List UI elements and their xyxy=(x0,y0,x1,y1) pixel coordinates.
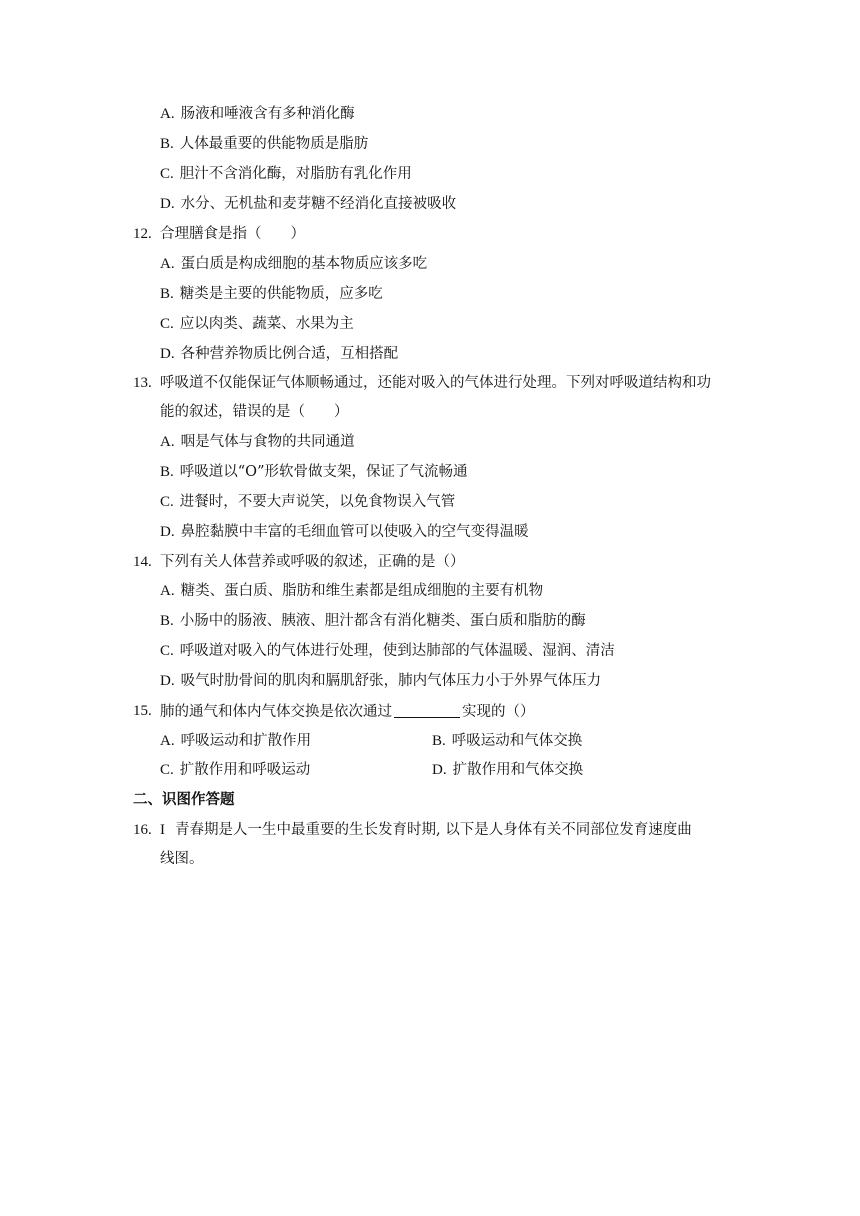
option-text: 蛋白质是构成细胞的基本物质应该多吃 xyxy=(180,256,428,272)
option-text: 扩散作用和呼吸运动 xyxy=(179,762,311,778)
q12-option-a xyxy=(160,254,427,274)
option-text: 呼吸运动和气体交换 xyxy=(451,733,583,749)
q12-option-d xyxy=(160,344,398,364)
option-letter: C. xyxy=(160,494,174,510)
q11-option-a xyxy=(160,104,355,124)
option-text: 人体最重要的供能物质是脂肪 xyxy=(179,136,369,152)
q11-option-c xyxy=(160,164,412,184)
q16-stem-text: 青春期是人一生中最重要的生长发育时期, 以下是人身体有关不同部位发育速度曲 xyxy=(175,822,692,838)
option-text: 呼吸道以“O”形软骨做支架，保证了气流畅通 xyxy=(179,464,468,480)
option-letter: B. xyxy=(160,464,174,480)
option-text: 吸气时肋骨间的肌肉和膈肌舒张，肺内气体压力小于外界气体压力 xyxy=(180,673,602,689)
option-letter: C. xyxy=(160,643,174,659)
option-text: 各种营养物质比例合适，互相搭配 xyxy=(180,346,399,362)
q16-part-label: I xyxy=(160,822,165,838)
option-text: 肠液和唾液含有多种消化酶 xyxy=(180,106,355,122)
option-letter: D. xyxy=(160,196,175,212)
option-letter: C. xyxy=(160,166,174,182)
option-text: 进餐时，不要大声说笑，以免食物误入气管 xyxy=(179,494,456,510)
q15-option-c xyxy=(160,760,310,780)
q14-option-a xyxy=(160,581,543,601)
q11-option-d xyxy=(160,194,456,214)
option-letter: A. xyxy=(160,106,175,122)
option-text: 鼻腔黏膜中丰富的毛细血管可以使吸入的空气变得温暖 xyxy=(180,524,529,540)
option-letter: D. xyxy=(160,346,175,362)
option-text: 呼吸运动和扩散作用 xyxy=(180,733,312,749)
q15-option-a xyxy=(160,731,311,751)
option-letter: C. xyxy=(160,316,174,332)
q15-number: 15. xyxy=(133,703,152,719)
option-letter: A. xyxy=(160,434,175,450)
q13-option-b xyxy=(160,462,467,482)
q13-option-d xyxy=(160,522,529,542)
option-text: 水分、无机盐和麦芽糖不经消化直接被吸收 xyxy=(180,196,457,212)
q16-number: 16. xyxy=(133,822,152,838)
q13-number: 13. xyxy=(133,375,152,391)
q13-option-c xyxy=(160,492,455,512)
option-text: 糖类是主要的供能物质，应多吃 xyxy=(179,286,383,302)
q16-stem-line1 xyxy=(160,820,692,840)
answer-blank xyxy=(394,701,460,718)
option-letter: A. xyxy=(160,256,175,272)
option-letter: A. xyxy=(160,733,175,749)
q15-stem xyxy=(160,701,535,722)
option-letter: D. xyxy=(160,673,175,689)
option-text: 呼吸道对吸入的气体进行处理，使到达肺部的气体温暖、湿润、清洁 xyxy=(179,643,615,659)
q11-option-b xyxy=(160,134,368,154)
q13-option-a xyxy=(160,432,355,452)
q14-option-b xyxy=(160,611,586,631)
q12-option-c xyxy=(160,314,354,334)
q12-number: 12. xyxy=(133,226,152,242)
option-letter: A. xyxy=(160,583,175,599)
q13-stem-line2: 能的叙述，错误的是（ ） xyxy=(160,404,349,420)
q14-option-c xyxy=(160,641,615,661)
option-text: 咽是气体与食物的共同通道 xyxy=(180,434,355,450)
q13-stem-line1: 呼吸道不仅能保证气体顺畅通过，还能对吸入的气体进行处理。下列对呼吸道结构和功 xyxy=(160,375,711,391)
option-letter: D. xyxy=(432,762,447,778)
section-title: 二、识图作答题 xyxy=(133,791,235,808)
option-text: 应以肉类、蔬菜、水果为主 xyxy=(179,316,354,332)
option-text: 扩散作用和气体交换 xyxy=(452,762,584,778)
option-letter: B. xyxy=(160,136,174,152)
q14-number: 14. xyxy=(133,554,152,570)
q15-option-b xyxy=(432,731,582,751)
q12-stem: 合理膳食是指（ ） xyxy=(160,226,305,242)
option-text: 糖类、蛋白质、脂肪和维生素都是组成细胞的主要有机物 xyxy=(180,583,544,599)
option-letter: B. xyxy=(160,286,174,302)
q14-option-d xyxy=(160,671,601,691)
q12-option-b xyxy=(160,284,383,304)
option-letter: C. xyxy=(160,762,174,778)
q15-stem-before: 肺的通气和体内气体交换是依次通过 xyxy=(160,704,392,720)
option-text: 小肠中的肠液、胰液、胆汁都含有消化糖类、蛋白质和脂肪的酶 xyxy=(179,613,586,629)
option-letter: B. xyxy=(432,733,446,749)
q15-stem-after: 实现的（） xyxy=(462,704,535,720)
q15-option-d xyxy=(432,760,583,780)
q14-stem: 下列有关人体营养或呼吸的叙述，正确的是（） xyxy=(160,554,465,570)
q16-stem-line2: 线图。 xyxy=(160,851,204,867)
option-letter: D. xyxy=(160,524,175,540)
option-letter: B. xyxy=(160,613,174,629)
option-text: 胆汁不含消化酶，对脂肪有乳化作用 xyxy=(179,166,412,182)
